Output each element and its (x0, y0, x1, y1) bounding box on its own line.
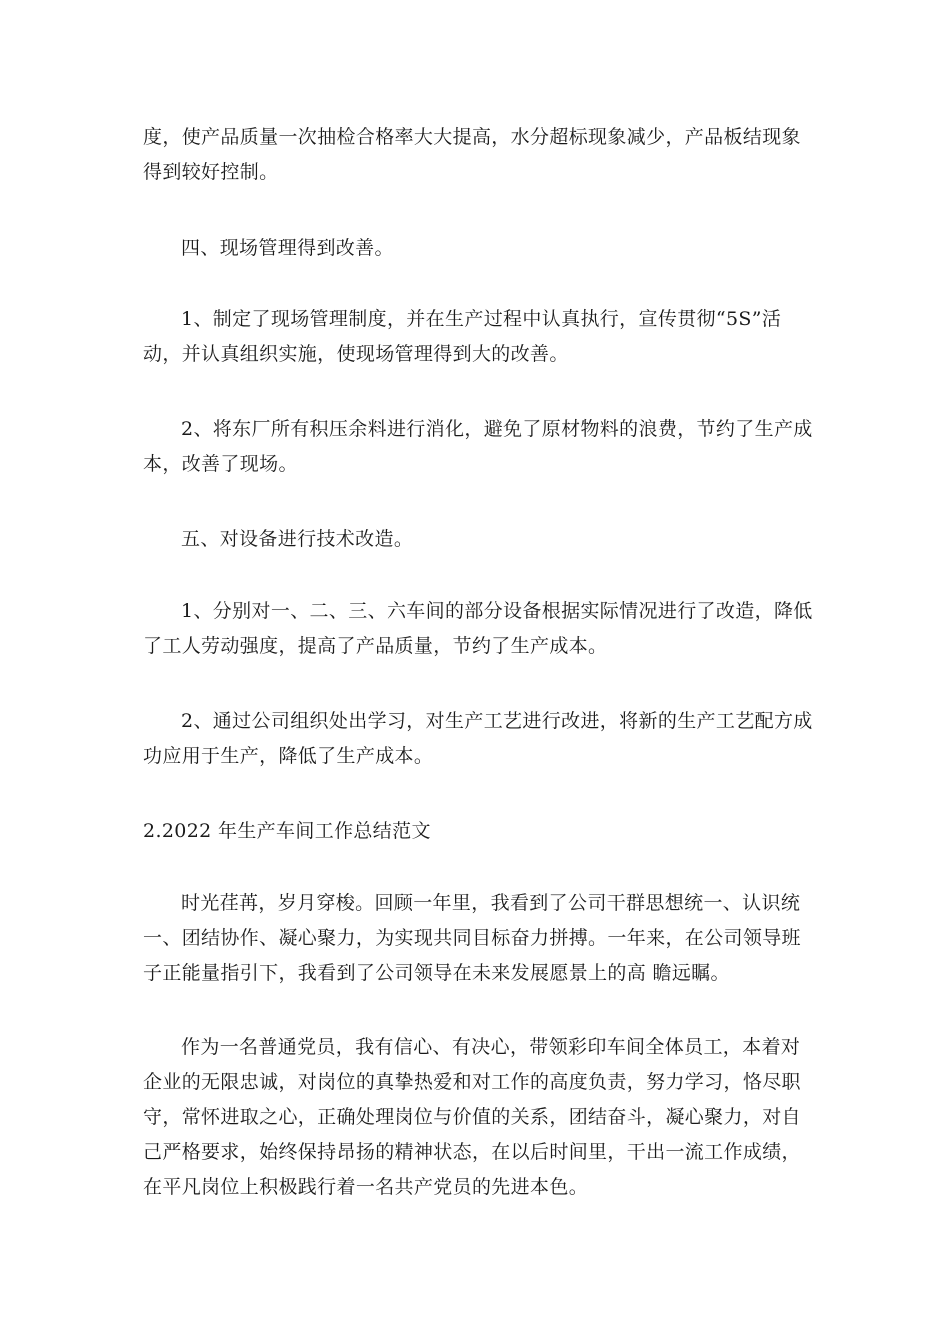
paragraph-excess-material: 2、将东厂所有积压余料进行消化，避免了原材物料的浪费，节约了生产成本，改善了现场。 (143, 418, 813, 475)
paragraph-year-review: 时光荏苒，岁月穿梭。回顾一年里，我看到了公司干群思想统一、认识统一、团结协作、凝心聚力，为实现共同目标奋力拼搏。一年来，在公司领导班子正能量指引下，我看到了公司领导在未来发展愿景上的高 瞻远瞩。 (143, 892, 801, 984)
paragraph-process-improvement: 2、通过公司组织处出学习，对生产工艺进行改进，将新的生产工艺配方成功应用于生产，降低了生产成本。 (143, 710, 813, 767)
paragraph-equipment-retrofit: 1、分别对一、二、三、六车间的部分设备根据实际情况进行了改造，降低了工人劳动强度，提高了产品质量，节约了生产成本。 (143, 600, 813, 657)
paragraph-heading-site-management: 四、现场管理得到改善。 (181, 237, 394, 259)
section-heading: 2.2022 年生产车间工作总结范文 (143, 820, 431, 842)
paragraph-party-member: 作为一名普通党员，我有信心、有决心，带领彩印车间全体员工，本着对企业的无限忠诚，对岗位的真挚热爱和对工作的高度负责，努力学习，恪尽职守，常怀进取之心，正确处理岗位与价值的关系，团结奋斗，凝心聚力，对自己严格要求，始终保持昂扬的精神状态，在以后时间里，干出一流工作成绩，在平凡岗位上积极践行着一名共产党员的先进本色。 (143, 1036, 801, 1198)
paragraph-5s-activity: 1、制定了现场管理制度，并在生产过程中认真执行，宣传贯彻“5S”活动，并认真组织实施，使现场管理得到大的改善。 (143, 308, 782, 365)
paragraph-heading-equipment: 五、对设备进行技术改造。 (181, 528, 414, 550)
paragraph-quality-result: 度，使产品质量一次抽检合格率大大提高，水分超标现象减少，产品板结现象得到较好控制。 (143, 126, 801, 183)
